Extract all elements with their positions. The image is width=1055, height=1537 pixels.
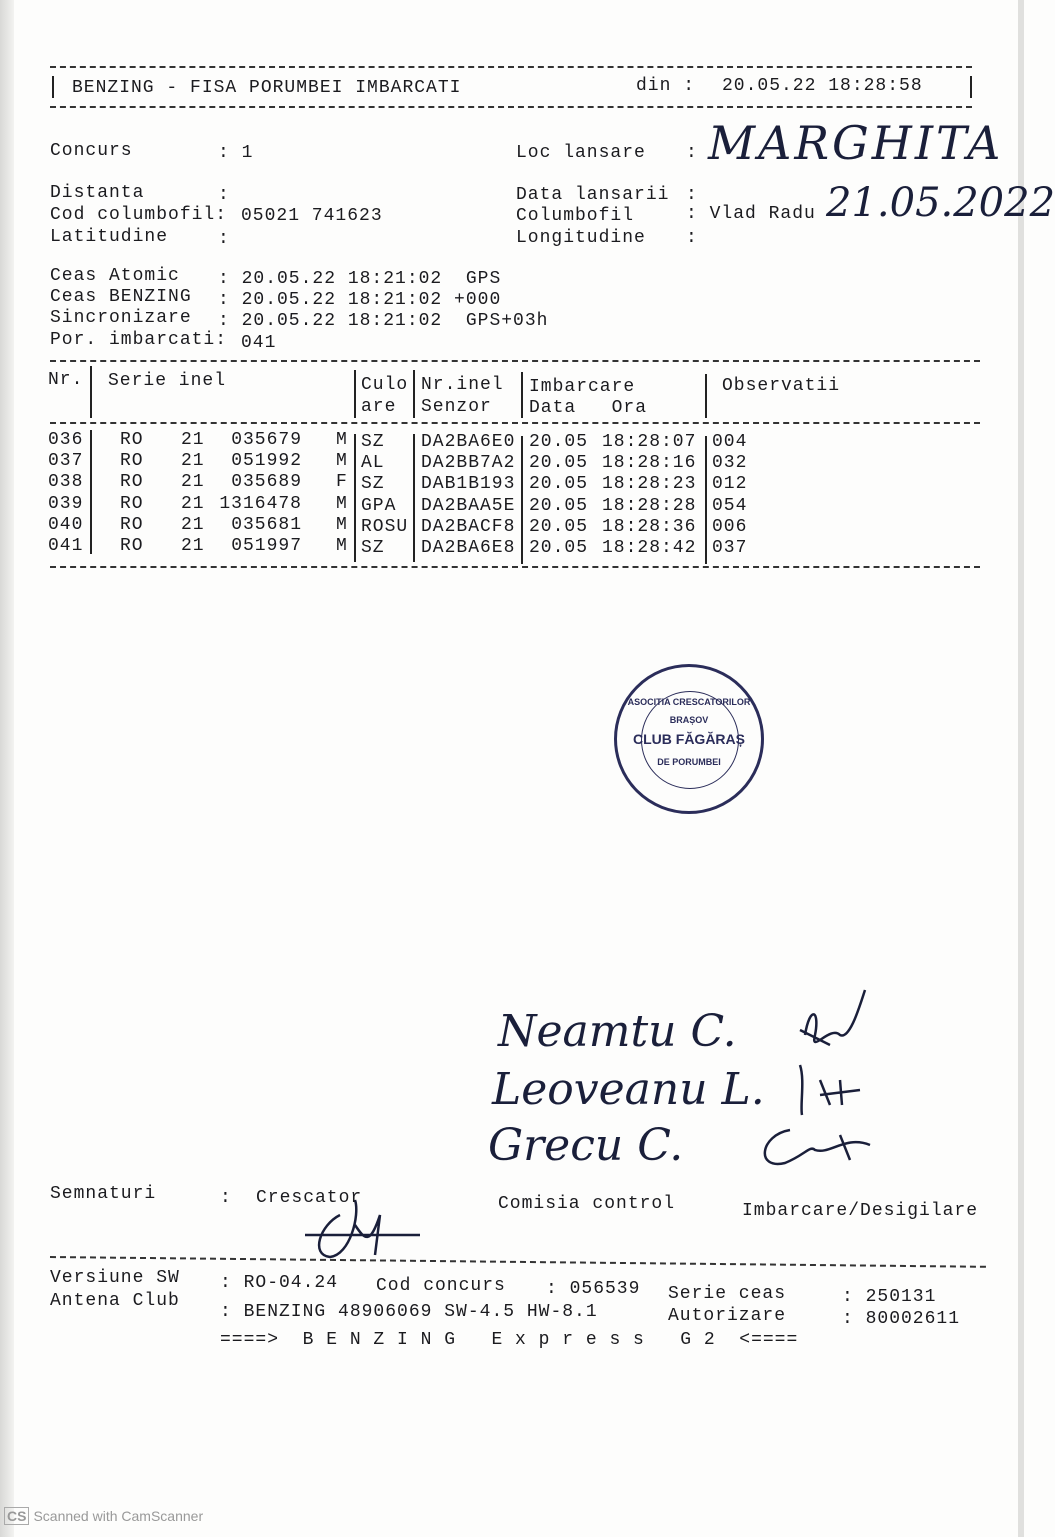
sincronizare-value: : 20.05.22 18:21:02 GPS+03h [218,311,549,331]
header-culoare: Culo [361,375,409,395]
benzing-express-banner: ====> B E N Z I N G E x p r e s s G 2 <==== [220,1330,799,1350]
row-year: 21 [181,472,205,492]
col-divider [354,370,356,418]
col-divider [521,372,523,418]
row-sensor: DA2BAA5E [421,496,516,516]
row-nr: 041 [48,536,84,556]
row-nr: 039 [48,494,84,514]
row-color: SZ [361,538,385,558]
loc-lansare-colon: : [686,143,698,163]
col-divider [521,436,523,564]
distanta-label: Distanta [50,183,145,203]
row-country: RO [120,515,144,535]
row-date: 20.05 [529,432,589,452]
distanta-value: : [218,185,230,205]
row-time: 18:28:28 [602,496,697,516]
header-bottom-rule [50,106,972,108]
signature-scribbles [800,985,940,1185]
header-right-bar [970,76,972,98]
stamp-left-text: BRAȘOV [669,715,709,725]
row-color: AL [361,453,385,473]
ceas-benzing-value: : 20.05.22 18:21:02 +000 [218,290,502,310]
row-sex: M [336,451,348,471]
row-year: 21 [181,515,205,535]
header-data-ora: Data Ora [529,398,648,418]
row-ring-number: 035689 [231,472,302,492]
col-divider [705,436,707,564]
concurs-value: : 1 [218,143,254,163]
row-date: 20.05 [529,496,589,516]
imbarcare-desigilare-label: Imbarcare/Desigilare [742,1201,979,1221]
ceas-benzing-label: Ceas BENZING [50,287,192,307]
versiune-sw-label: Versiune SW [50,1268,180,1288]
col-divider [413,434,415,562]
antena-club-label: Antena Club [50,1291,180,1311]
row-nr: 040 [48,515,84,535]
table-bottom-rule [50,566,980,568]
row-observation: 006 [712,517,748,537]
por-imbarcati-label: Por. imbarcati: [50,330,228,350]
row-sex: M [336,430,348,450]
handwritten-name: Leoveanu L. [492,1064,765,1115]
row-ring-number: 051992 [231,451,302,471]
row-ring-number: 051997 [231,536,302,556]
row-sex: M [336,494,348,514]
row-country: RO [120,494,144,514]
row-nr: 038 [48,472,84,492]
row-date: 20.05 [529,453,589,473]
semnaturi-colon: : [220,1188,232,1208]
row-sensor: DA2BA6E8 [421,538,516,558]
data-lansarii-colon: : [686,185,698,205]
row-sensor: DA2BB7A2 [421,453,516,473]
header-serie-inel: Serie inel [108,371,227,391]
serie-ceas-label: Serie ceas [668,1284,787,1304]
latitudine-value: : [218,229,230,249]
row-country: RO [120,430,144,450]
page-edge-right [1018,0,1024,1537]
col-divider [90,430,92,554]
row-ring-number: 035681 [231,515,302,535]
longitudine-label: Longitudine [516,228,646,248]
latitudine-label: Latitudine [50,227,169,247]
cod-columbofil-value: 05021 741623 [241,206,383,226]
cod-columbofil-label: Cod columbofil: [50,205,228,225]
row-ring-number: 035679 [231,430,302,450]
header-imbarcare: Imbarcare [529,377,636,397]
antena-club-value: : BENZING 48906069 SW-4.5 HW-8.1 [220,1302,598,1322]
concurs-label: Concurs [50,141,133,161]
row-sensor: DAB1B193 [421,474,516,494]
col-divider [413,370,415,418]
row-observation: 012 [712,474,748,494]
col-divider [354,434,356,562]
row-year: 21 [181,536,205,556]
stamp-center-text: CLUB FĂGĂRAȘ [633,731,745,747]
col-divider [705,374,707,418]
longitudine-value: : [686,228,698,248]
row-date: 20.05 [529,474,589,494]
page-edge [0,0,14,1537]
columbofil-value: : Vlad Radu [686,204,816,224]
row-time: 18:28:07 [602,432,697,452]
camscanner-watermark [4,1507,203,1525]
serie-ceas-value: : 250131 [842,1287,937,1307]
sincronizare-label: Sincronizare [50,308,192,328]
row-nr: 037 [48,451,84,471]
row-color: GPA [361,496,397,516]
row-color: ROSU [361,517,409,537]
row-time: 18:28:36 [602,517,697,537]
loc-lansare-label: Loc lansare [516,143,646,163]
camscanner-logo-icon: CS [4,1507,29,1525]
header-top-rule [50,66,972,68]
row-sex: M [336,536,348,556]
footer-rule [50,1256,986,1268]
row-sensor: DA2BA6E0 [421,432,516,452]
columbofil-label: Columbofil [516,206,635,226]
row-country: RO [120,472,144,492]
table-top-rule [50,360,980,362]
table-header-rule [50,422,980,424]
ceas-atomic-label: Ceas Atomic [50,266,180,286]
data-lansarii-handwritten: 21.05.2022 [826,180,1055,226]
row-year: 21 [181,494,205,514]
header-left-bar [52,76,54,98]
header-nr-inel: Nr.inel [421,375,504,395]
cod-concurs-label: Cod concurs [376,1276,506,1296]
row-color: SZ [361,474,385,494]
row-observation: 004 [712,432,748,452]
comisia-control-label: Comisia control [498,1194,676,1214]
header-culoare-2: are [361,397,397,417]
autorizare-value: : 80002611 [842,1309,961,1329]
header-nr: Nr. [48,370,84,390]
row-date: 20.05 [529,538,589,558]
por-imbarcati-value: 041 [241,333,277,353]
row-color: SZ [361,432,385,452]
row-time: 18:28:23 [602,474,697,494]
row-time: 18:28:16 [602,453,697,473]
row-sensor: DA2BACF8 [421,517,516,537]
header-observatii: Observatii [722,376,841,396]
header-senzor: Senzor [421,397,492,417]
row-nr: 036 [48,430,84,450]
loc-lansare-handwritten: MARGHITA [708,116,1004,170]
row-country: RO [120,536,144,556]
din-label: din : [636,76,696,96]
handwritten-name: Neamtu C. [498,1006,737,1057]
row-ring-number: 1316478 [219,494,302,514]
header-datetime: 20.05.22 18:28:58 [722,76,923,96]
crescator-label: Crescator [256,1188,363,1208]
document-title: BENZING - FISA PORUMBEI IMBARCATI [72,78,462,98]
versiune-sw-value: : RO-04.24 [220,1273,339,1293]
stamp-bottom-text: DE PORUMBEI [657,757,721,767]
camscanner-text: Scanned with CamScanner [33,1508,204,1524]
col-divider [90,366,92,418]
stamp-top-text: ASOCITIA CRESCATORILOR [627,697,751,707]
row-observation: 037 [712,538,748,558]
handwritten-name: Grecu C. [488,1120,684,1171]
row-sex: M [336,515,348,535]
row-year: 21 [181,451,205,471]
row-time: 18:28:42 [602,538,697,558]
club-stamp [614,664,764,814]
row-sex: F [336,472,348,492]
autorizare-label: Autorizare [668,1306,787,1326]
data-lansarii-label: Data lansarii [516,185,670,205]
row-year: 21 [181,430,205,450]
semnaturi-label: Semnaturi [50,1184,157,1204]
row-country: RO [120,451,144,471]
cod-concurs-value: : 056539 [546,1279,641,1299]
row-observation: 032 [712,453,748,473]
row-date: 20.05 [529,517,589,537]
row-observation: 054 [712,496,748,516]
ceas-atomic-value: : 20.05.22 18:21:02 GPS [218,269,502,289]
